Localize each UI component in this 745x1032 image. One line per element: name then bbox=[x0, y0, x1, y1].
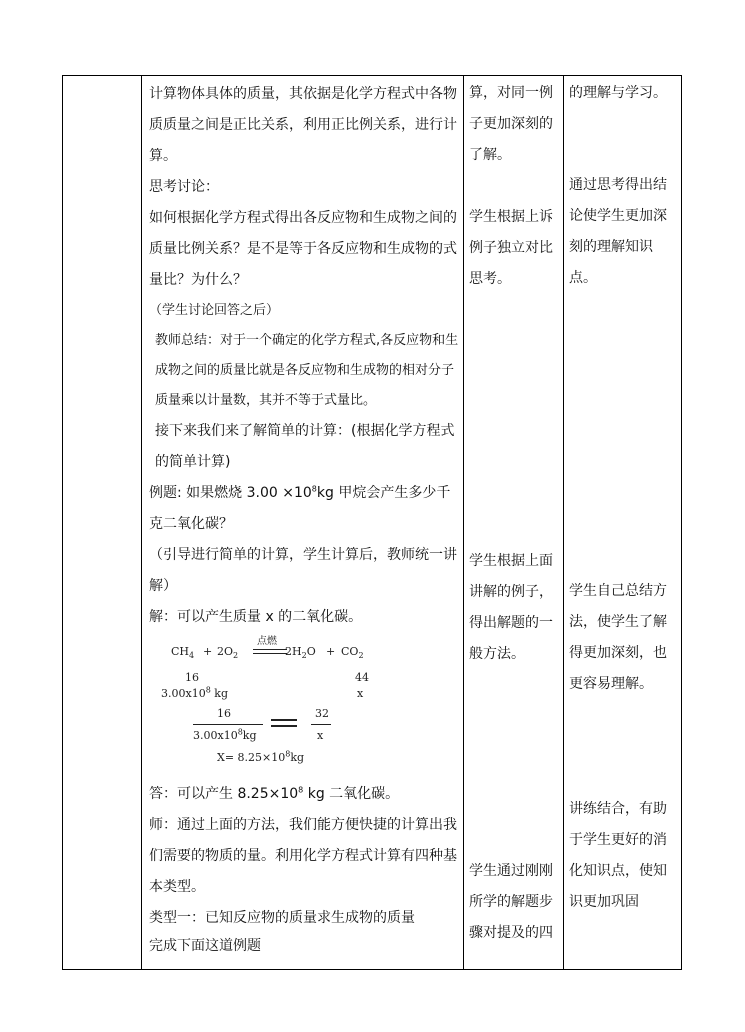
reactant-o2: $2O_2$ bbox=[217, 645, 239, 661]
plus-sign: + bbox=[326, 645, 336, 658]
activity-text: 算，对同一例子更加深刻的了解。 bbox=[469, 85, 553, 163]
fraction-2-numerator: 32 bbox=[315, 707, 329, 720]
column-divider-2 bbox=[463, 76, 464, 969]
column-divider-3 bbox=[563, 76, 564, 969]
fraction-2-denominator: x bbox=[317, 729, 324, 742]
solution-intro: 解：可以产生质量 x 的二氧化碳。 bbox=[149, 609, 363, 625]
answer: 答：可以产生 $8.25\times 10^8$ kg 二氧化碳。 bbox=[149, 785, 400, 802]
activity-text: 学生根据上诉例子独立对比思考。 bbox=[469, 209, 553, 287]
fraction-bar bbox=[311, 724, 331, 725]
equals-line bbox=[271, 725, 297, 727]
teacher-summary: 教师总结：对于一个确定的化学方程式,各反应物和生成物之间的质量比就是各反应物和生成物的相对分子质量乘以计量数，其并不等于式量比。 bbox=[155, 333, 459, 408]
type-one-heading: 类型一：已知反应物的质量求生成物的质量 bbox=[149, 910, 415, 926]
content-paragraph: 师：通过上面的方法，我们能方便快捷的计算出我们需要的物质的量。利用化学方程式计算有四种基本类型。 bbox=[149, 817, 457, 895]
given-mass: $3.00x10^8$ kg bbox=[161, 685, 229, 700]
product-co2: $CO_2$ bbox=[341, 645, 364, 661]
equals-line bbox=[271, 719, 297, 721]
lesson-table bbox=[62, 75, 682, 970]
example-question: 例题: 如果燃烧 $3.00 \times 10^8kg$ 甲烷会产生多少千克二氧化碳？ bbox=[149, 484, 451, 532]
reaction-arrow-line bbox=[253, 649, 287, 650]
intent-text: 通过思考得出结论使学生更加深刻的理解知识点。 bbox=[569, 177, 667, 286]
content-paragraph: 如何根据化学方程式得出各反应物和生成物之间的质量比例关系？是不是等于各反应物和生成物的式量比？为什么？ bbox=[149, 210, 457, 288]
content-paragraph: 计算物体具体的质量，其依据是化学方程式中各物质质量之间是正比关系，利用正比例关系，进行计算。 bbox=[149, 86, 457, 164]
plus-sign: + bbox=[203, 645, 213, 658]
activity-text: 学生根据上面讲解的例子，得出解题的一般方法。 bbox=[469, 553, 553, 662]
product-h2o: $2H_2O$ bbox=[285, 645, 316, 661]
calculation-result: $X= 8.25\times 10^8kg$ bbox=[217, 749, 305, 764]
unknown-x: x bbox=[357, 687, 364, 700]
content-heading: 思考讨论： bbox=[149, 179, 219, 195]
content-paragraph: 接下来我们来了解简单的计算：(根据化学方程式的简单计算) bbox=[155, 423, 455, 470]
molar-mass-ch4: 16 bbox=[185, 671, 199, 684]
reaction-arrow-line bbox=[253, 653, 287, 654]
content-paragraph: （学生讨论回答之后） bbox=[149, 303, 280, 318]
teaching-content-column bbox=[149, 79, 461, 958]
content-paragraph: （引导进行简单的计算，学生计算后，教师统一讲解） bbox=[149, 547, 457, 594]
molar-mass-co2: 44 bbox=[355, 671, 369, 684]
intent-text: 讲练结合，有助于学生更好的消化知识点，使知识更加巩固 bbox=[569, 801, 667, 910]
reaction-condition: 点燃 bbox=[257, 636, 277, 647]
fraction-bar bbox=[193, 724, 263, 725]
intent-text: 的理解与学习。 bbox=[569, 85, 667, 101]
reactant-ch4: $CH_4$ bbox=[171, 645, 195, 661]
fraction-1-numerator: 16 bbox=[217, 707, 231, 720]
intent-text: 学生自己总结方法，使学生了解得更加深刻，也更容易理解。 bbox=[569, 583, 667, 692]
content-paragraph: 完成下面这道例题 bbox=[149, 938, 261, 954]
column-divider-1 bbox=[141, 76, 142, 969]
activity-text: 学生通过刚刚所学的解题步骤对提及的四 bbox=[469, 863, 553, 941]
fraction-1-denominator: $3.00x10^8kg$ bbox=[193, 727, 257, 742]
chemical-equation bbox=[149, 635, 461, 775]
